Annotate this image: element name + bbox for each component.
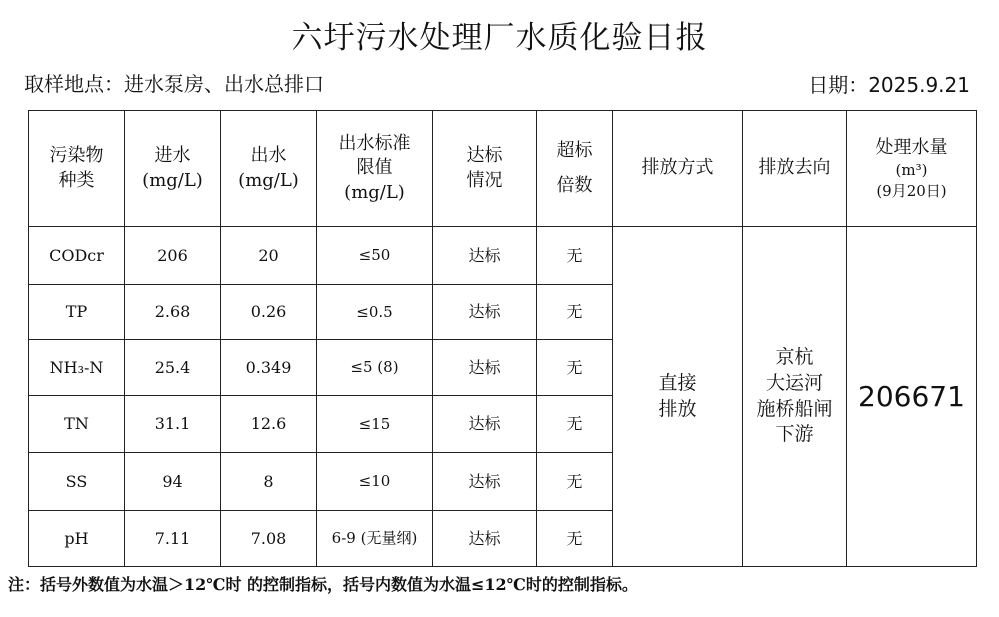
report-date: 日期：2025.9.21	[808, 73, 970, 97]
exceed-value: 无	[537, 453, 613, 511]
exceed-value: 无	[537, 227, 613, 285]
header-status: 达标情况	[433, 111, 537, 227]
header-outflow: 出水 (mg/L)	[221, 111, 317, 227]
exceed-value: 无	[537, 511, 613, 567]
pollutant-name: CODcr	[29, 227, 125, 285]
inflow-value: 206	[125, 227, 221, 285]
standard-limit: ≤10	[317, 453, 433, 511]
status-value: 达标	[433, 227, 537, 285]
header-method: 排放方式	[613, 111, 743, 227]
discharge-method: 直接 排放	[613, 227, 743, 567]
exceed-value: 无	[537, 396, 613, 453]
header-row	[29, 111, 977, 227]
outflow-value: 0.349	[221, 340, 317, 396]
pollutant-name: TP	[29, 285, 125, 340]
status-value: 达标	[433, 511, 537, 567]
standard-limit: 6-9 (无量纲)	[317, 511, 433, 567]
standard-limit: ≤5 (8)	[317, 340, 433, 396]
header-standard: 出水标准限值 (mg/L)	[317, 111, 433, 227]
inflow-value: 2.68	[125, 285, 221, 340]
sampling-location: 取样地点：进水泵房、出水总排口	[24, 72, 324, 96]
pollutant-name: pH	[29, 511, 125, 567]
treated-volume: 206671	[847, 227, 977, 567]
table-row	[29, 227, 977, 285]
inflow-value: 25.4	[125, 340, 221, 396]
inflow-value: 7.11	[125, 511, 221, 567]
status-value: 达标	[433, 285, 537, 340]
exceed-value: 无	[537, 340, 613, 396]
outflow-value: 20	[221, 227, 317, 285]
header-pollutant: 污染物种类	[29, 111, 125, 227]
header-volume: 处理水量 (m³) (9月20日)	[847, 111, 977, 227]
status-value: 达标	[433, 340, 537, 396]
pollutant-name: TN	[29, 396, 125, 453]
header-exceed: 超标倍数	[537, 111, 613, 227]
footnote: 注：括号外数值为水温＞12℃时 的控制指标，括号内数值为水温≤12℃时的控制指标。	[8, 575, 638, 594]
pollutant-name: NH₃-N	[29, 340, 125, 396]
inflow-value: 94	[125, 453, 221, 511]
inflow-value: 31.1	[125, 396, 221, 453]
standard-limit: ≤50	[317, 227, 433, 285]
outflow-value: 0.26	[221, 285, 317, 340]
outflow-value: 7.08	[221, 511, 317, 567]
standard-limit: ≤15	[317, 396, 433, 453]
standard-limit: ≤0.5	[317, 285, 433, 340]
header-direction: 排放去向	[743, 111, 847, 227]
header-inflow: 进水 (mg/L)	[125, 111, 221, 227]
exceed-value: 无	[537, 285, 613, 340]
status-value: 达标	[433, 453, 537, 511]
pollutant-name: SS	[29, 453, 125, 511]
status-value: 达标	[433, 396, 537, 453]
outflow-value: 12.6	[221, 396, 317, 453]
report-title: 六圩污水处理厂水质化验日报	[291, 20, 708, 56]
discharge-direction: 京杭 大运河 施桥船闸 下游	[743, 227, 847, 567]
outflow-value: 8	[221, 453, 317, 511]
water-quality-table	[28, 110, 977, 567]
